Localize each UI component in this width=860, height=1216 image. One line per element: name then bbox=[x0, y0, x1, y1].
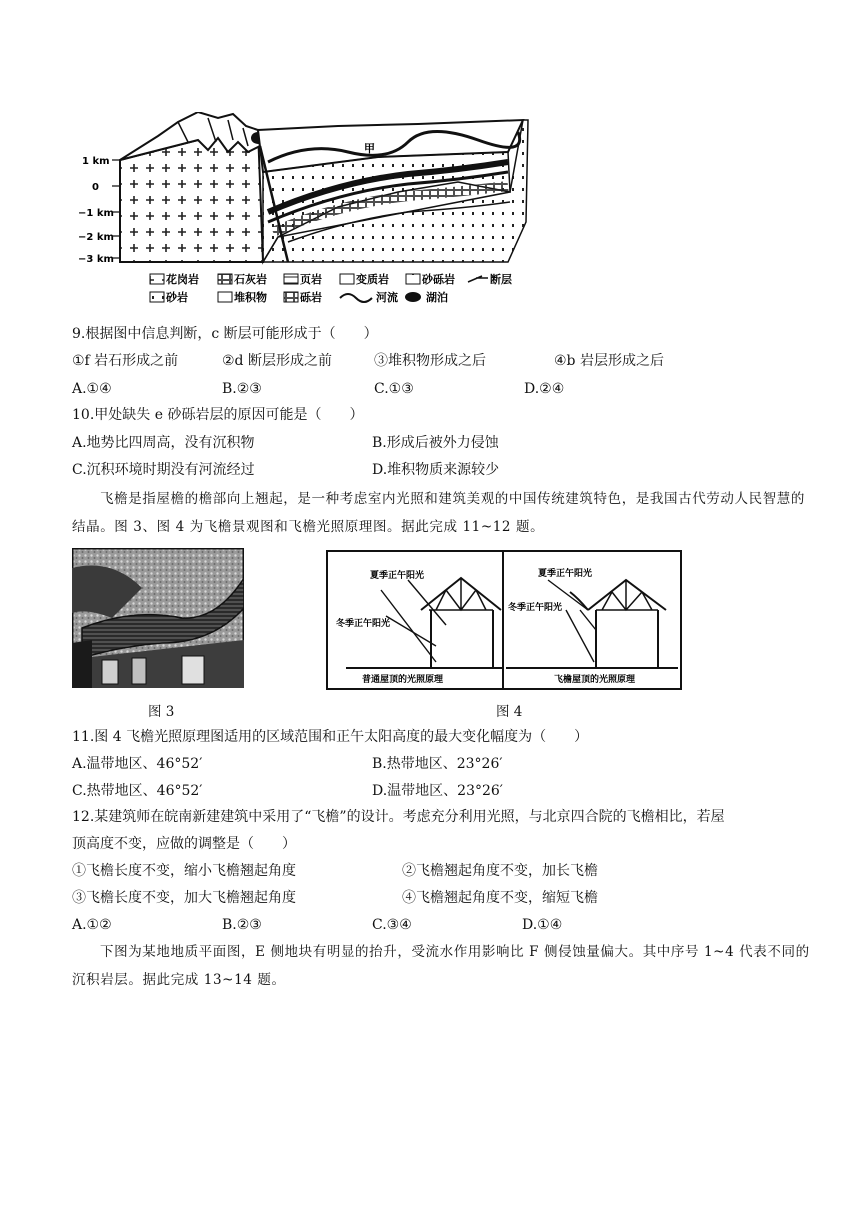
legend-conglomerate: 砂砾岩 bbox=[422, 273, 455, 286]
q10-stem: 10.甲处缺失 e 砂砾岩层的原因可能是（ ） bbox=[72, 407, 364, 423]
q12-choice-a[interactable]: A.①② bbox=[72, 917, 112, 933]
legend-river: 河流 bbox=[376, 291, 398, 304]
left-summer-label: 夏季正午阳光 bbox=[370, 571, 425, 581]
intro-geology: 下图为某地地质平面图，E 侧地块有明显的抬升，受流水作用影响比 F 侧侵蚀量偏大。其中序号 1~4 代表不同的沉积岩层。据此完成 13~14 题。 bbox=[72, 944, 810, 988]
legend bbox=[150, 272, 512, 304]
q10-choice-d[interactable]: D.堆积物质来源较少 bbox=[372, 462, 500, 478]
intro-feiyan: 飞檐是指屋檐的檐部向上翘起，是一种考虑室内光照和建筑美观的中国传统建筑特色，是我国古代劳动人民智慧的结晶。图 3、图 4 为飞檐景观图和飞檐光照原理图。据此完成 11~12 题。 bbox=[72, 491, 805, 535]
q12-opt1: ①飞檐长度不变，缩小飞檐翘起角度 bbox=[72, 863, 296, 879]
axis-label-minus2km: −2 km bbox=[78, 232, 114, 243]
q9-choice-c[interactable]: C.①③ bbox=[374, 381, 414, 397]
axis-label-minus3km: −3 km bbox=[78, 254, 114, 265]
geology-block-diagram bbox=[78, 112, 538, 312]
q9-opt1: ①f 岩石形成之前 bbox=[72, 353, 179, 369]
legend-limestone: 石灰岩 bbox=[234, 273, 267, 286]
right-summer-label: 夏季正午阳光 bbox=[538, 569, 593, 579]
q11-choice-a[interactable]: A.温带地区、46°52′ bbox=[72, 756, 203, 772]
right-title: 飞檐屋顶的光照原理 bbox=[554, 675, 636, 685]
q9-opt4: ④b 岩层形成之后 bbox=[554, 353, 664, 369]
legend-granite: 花岗岩 bbox=[166, 273, 199, 286]
legend-sandstone: 砂岩 bbox=[166, 291, 188, 304]
geology-block-svg bbox=[78, 112, 538, 312]
axis-label-minus1km: −1 km bbox=[78, 208, 114, 219]
figure3-caption: 图 3 bbox=[148, 704, 175, 720]
depth-axis bbox=[78, 156, 120, 265]
q9-opt3: ③堆积物形成之后 bbox=[374, 353, 486, 369]
q11-choice-d[interactable]: D.温带地区、23°26′ bbox=[372, 783, 503, 799]
legend-lake: 湖泊 bbox=[426, 291, 448, 304]
right-winter-label: 冬季正午阳光 bbox=[508, 603, 563, 613]
q10-choice-c[interactable]: C.沉积环境时期没有河流经过 bbox=[72, 462, 255, 478]
q9-stem: 9.根据图中信息判断，c 断层可能形成于（ ） bbox=[72, 326, 378, 342]
axis-label-0: 0 bbox=[92, 182, 99, 193]
q10-choice-b[interactable]: B.形成后被外力侵蚀 bbox=[372, 435, 499, 451]
jia-marker: 甲 bbox=[364, 142, 375, 155]
axis-label-1km: 1 km bbox=[82, 156, 110, 167]
legend-deposit: 堆积物 bbox=[234, 291, 267, 304]
q12-choice-d[interactable]: D.①④ bbox=[522, 917, 563, 933]
legend-marble: 砾岩 bbox=[300, 291, 322, 304]
legend-fault: 断层 bbox=[490, 273, 512, 286]
feiyan-light-svg bbox=[326, 550, 682, 690]
q11-stem: 11.图 4 飞檐光照原理图适用的区域范围和正午太阳高度的最大变化幅度为（ ） bbox=[72, 729, 589, 745]
q9-choice-b[interactable]: B.②③ bbox=[222, 381, 262, 397]
figure4-diagram bbox=[326, 550, 682, 690]
figure3-photo bbox=[72, 548, 244, 688]
q12-opt2: ②飞檐翘起角度不变，加长飞檐 bbox=[402, 863, 598, 879]
feiyan-photo-svg bbox=[72, 548, 244, 688]
q12-stem-line2: 顶高度不变，应做的调整是（ ） bbox=[72, 836, 296, 852]
left-title: 普通屋顶的光照原理 bbox=[362, 675, 444, 685]
legend-shale: 页岩 bbox=[300, 273, 322, 286]
legend-metamorphic: 变质岩 bbox=[356, 273, 389, 286]
q9-choice-a[interactable]: A.①④ bbox=[72, 381, 112, 397]
q11-choice-b[interactable]: B.热带地区、23°26′ bbox=[372, 756, 503, 772]
q12-stem-line1: 12.某建筑师在皖南新建建筑中采用了“飞檐”的设计。考虑充分利用光照，与北京四合院的飞檐相比，若屋 bbox=[72, 809, 725, 825]
q12-choice-c[interactable]: C.③④ bbox=[372, 917, 412, 933]
q9-opt2: ②d 断层形成之前 bbox=[222, 353, 332, 369]
q10-choice-a[interactable]: A.地势比四周高，没有沉积物 bbox=[72, 435, 255, 451]
q11-choice-c[interactable]: C.热带地区、46°52′ bbox=[72, 783, 203, 799]
left-winter-label: 冬季正午阳光 bbox=[336, 619, 391, 629]
figure4-caption: 图 4 bbox=[496, 704, 523, 720]
q12-opt3: ③飞檐长度不变，加大飞檐翘起角度 bbox=[72, 890, 296, 906]
q12-choice-b[interactable]: B.②③ bbox=[222, 917, 262, 933]
q12-opt4: ④飞檐翘起角度不变，缩短飞檐 bbox=[402, 890, 598, 906]
q9-choice-d[interactable]: D.②④ bbox=[524, 381, 565, 397]
